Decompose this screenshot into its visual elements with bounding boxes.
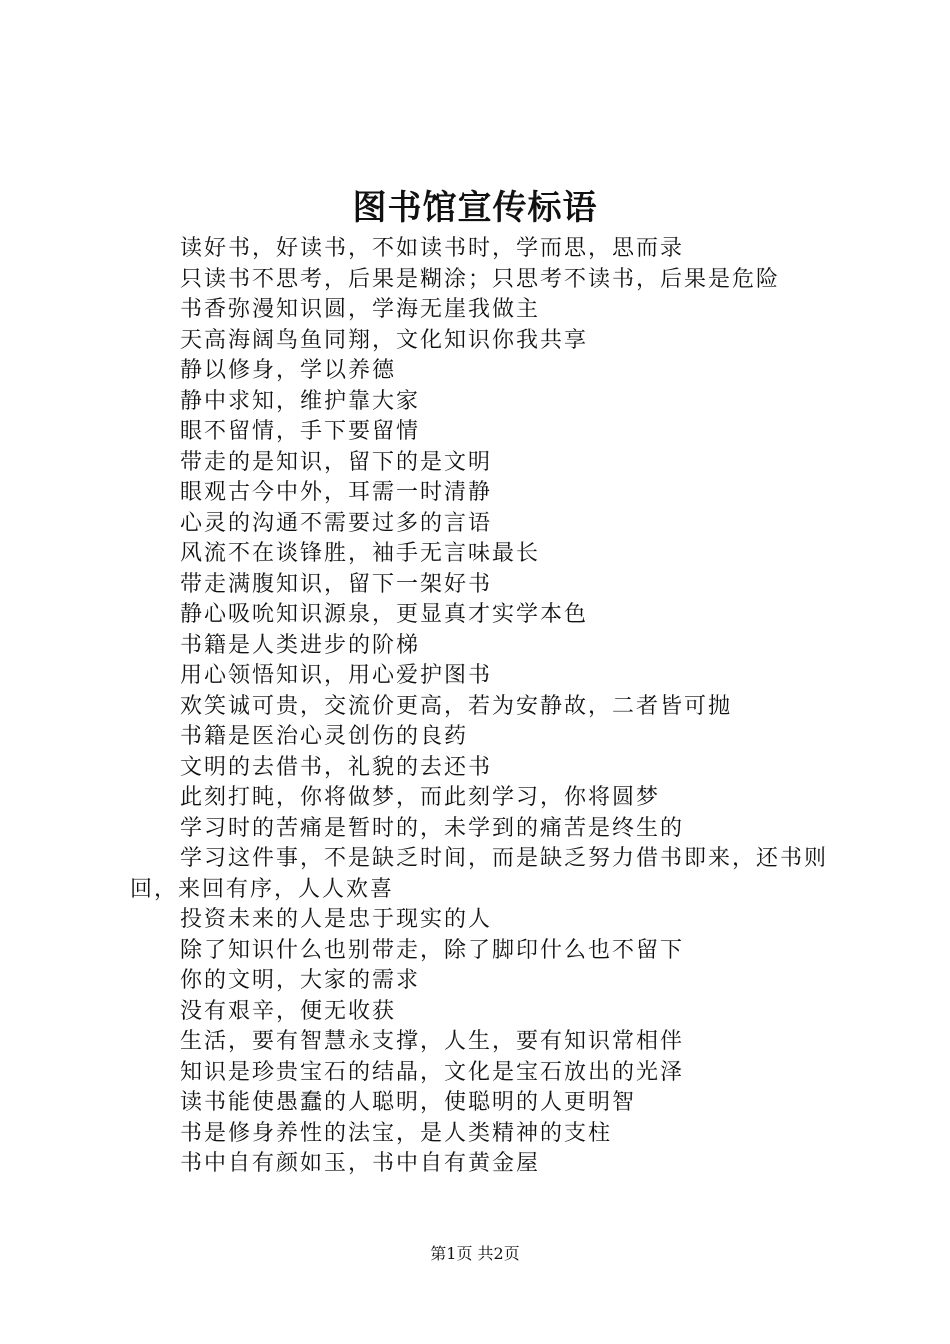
slogan-item: 学习这件事，不是缺乏时间，而是缺乏努力借书即来，还书则回，来回有序，人人欢喜 [130, 846, 829, 902]
page-footer: 第1页 共2页 [430, 1244, 520, 1263]
slogan-item: 生活，要有智慧永支撑，人生，要有知识常相伴 [180, 1029, 685, 1054]
slogan-item: 眼不留情，手下要留情 [180, 419, 421, 444]
slogan-item: 投资未来的人是忠于现实的人 [180, 907, 493, 932]
slogan-item: 你的文明，大家的需求 [180, 968, 421, 993]
slogan-item: 天高海阔鸟鱼同翔，文化知识你我共享 [180, 327, 589, 353]
slogan-item: 欢笑诚可贵，交流价更高，若为安静故，二者皆可抛 [180, 693, 733, 719]
slogan-item: 静心吸吮知识源泉，更显真才实学本色 [180, 602, 589, 627]
slogan-item: 此刻打盹，你将做梦，而此刻学习，你将圆梦 [180, 785, 661, 810]
slogan-item: 书中自有颜如玉，书中自有黄金屋 [180, 1151, 541, 1176]
slogan-item: 学习时的苦痛是暂时的，未学到的痛苦是终生的 [180, 815, 685, 841]
slogan-item: 带走的是知识，留下的是文明 [180, 449, 493, 475]
slogan-item: 静中求知，维护靠大家 [180, 388, 421, 414]
slogan-item: 没有艰辛，便无收获 [180, 998, 397, 1024]
slogan-item: 书香弥漫知识圆，学海无崖我做主 [180, 297, 541, 322]
slogan-item: 读好书，好读书，不如读书时，学而思，思而录 [180, 236, 685, 261]
slogan-item: 读书能使愚蠢的人聪明，使聪明的人更明智 [180, 1090, 637, 1115]
slogan-item: 书是修身养性的法宝，是人类精神的支柱 [180, 1120, 613, 1146]
slogan-item: 书籍是医治心灵创伤的良药 [180, 724, 469, 749]
slogan-item: 用心领悟知识，用心爱护图书 [180, 663, 493, 688]
slogan-item: 知识是珍贵宝石的结晶，文化是宝石放出的光泽 [180, 1059, 685, 1085]
slogan-item: 带走满腹知识，留下一架好书 [180, 571, 493, 597]
slogan-item: 除了知识什么也别带走，除了脚印什么也不留下 [180, 937, 685, 963]
slogan-item: 风流不在谈锋胜，袖手无言味最长 [180, 541, 541, 566]
slogan-list [130, 234, 840, 1180]
slogan-item: 书籍是人类进步的阶梯 [180, 632, 421, 658]
slogan-item: 心灵的沟通不需要过多的言语 [180, 510, 493, 536]
document-title: 图书馆宣传标语 [352, 188, 598, 228]
slogan-item: 眼观古今中外，耳需一时清静 [180, 480, 493, 505]
slogan-item: 静以修身，学以养德 [180, 358, 397, 383]
slogan-item: 只读书不思考，后果是糊涂；只思考不读书，后果是危险 [180, 266, 781, 292]
slogan-item: 文明的去借书，礼貌的去还书 [180, 754, 493, 780]
